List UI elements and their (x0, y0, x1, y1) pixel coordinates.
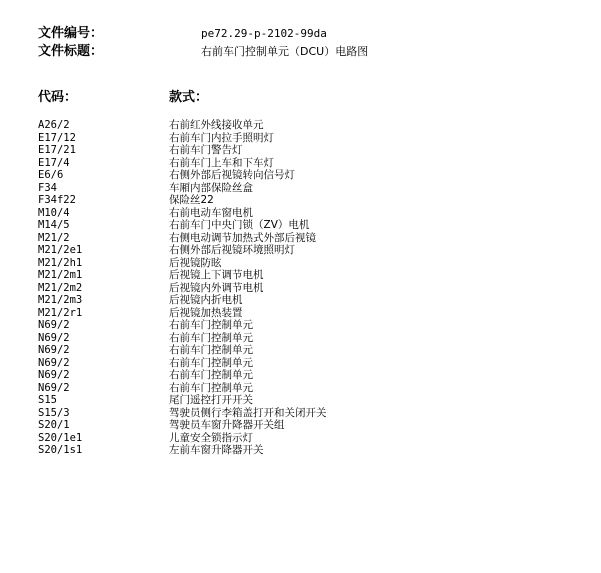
component-code: M21/2m3 (38, 294, 83, 306)
component-description: 后视镜加热装置 (169, 306, 243, 319)
list-item (38, 119, 598, 132)
document-title-row (38, 44, 598, 60)
component-description: 儿童安全锁指示灯 (169, 431, 253, 444)
document-title-label: 文件标题： (38, 44, 104, 59)
component-code: N69/2 (38, 356, 70, 369)
component-description: 驾驶员侧行李箱盖打开和关闭开关 (169, 406, 327, 419)
list-item (38, 169, 598, 182)
list-item (38, 332, 598, 345)
component-description: 后视镜内折电机 (169, 294, 243, 306)
component-description: 后视镜防眩 (169, 256, 222, 269)
component-code: F34 (38, 181, 57, 194)
list-item (38, 132, 598, 145)
component-code: N69/2 (38, 369, 70, 381)
component-code: E17/21 (38, 144, 76, 156)
component-code: S15/3 (38, 406, 70, 419)
list-item (38, 144, 598, 157)
component-description: 后视镜内外调节电机 (169, 281, 264, 294)
list-item (38, 219, 598, 232)
component-code: M21/2m1 (38, 269, 83, 281)
component-description: 右前车门控制单元 (169, 344, 253, 356)
document-number-value: pe72.29-p-2102-99da (201, 27, 327, 40)
component-list (38, 119, 598, 457)
component-code: M21/2h1 (38, 256, 83, 269)
list-item (38, 157, 598, 170)
list-item (38, 194, 598, 207)
component-code: E17/12 (38, 131, 76, 144)
component-description: 右前车门内拉手照明灯 (169, 131, 274, 144)
component-description: 保险丝22 (169, 194, 214, 206)
component-description: 右前红外线接收单元 (169, 119, 264, 131)
component-description: 右侧外部后视镜环境照明灯 (169, 244, 295, 256)
list-item (38, 382, 598, 395)
component-code: M14/5 (38, 219, 70, 231)
component-description: 右前车门中央门锁（ZV）电机 (169, 219, 310, 231)
component-description: 右侧外部后视镜转向信号灯 (169, 169, 295, 181)
component-description: 右前车门控制单元 (169, 369, 253, 381)
component-description: 右前车门上车和下车灯 (169, 156, 274, 169)
component-code: S20/1e1 (38, 431, 83, 444)
list-item (38, 344, 598, 357)
list-item (38, 232, 598, 245)
component-code: E17/4 (38, 156, 70, 169)
component-code: M21/2m2 (38, 281, 83, 294)
list-item (38, 419, 598, 432)
list-item (38, 394, 598, 407)
list-item (38, 282, 598, 295)
list-item (38, 444, 598, 457)
component-code: N69/2 (38, 331, 70, 344)
component-description: 后视镜上下调节电机 (169, 269, 264, 281)
list-item (38, 357, 598, 370)
list-item (38, 407, 598, 420)
document-number-row (38, 26, 598, 42)
document-title-value: 右前车门控制单元（DCU）电路图 (201, 45, 369, 58)
component-description: 尾门遥控打开开关 (169, 394, 253, 406)
component-code: M21/2 (38, 231, 70, 244)
component-description: 车厢内部保险丝盒 (169, 181, 253, 194)
component-description: 右侧电动调节加热式外部后视镜 (169, 231, 316, 244)
component-description: 右前车门警告灯 (169, 144, 243, 156)
component-code: N69/2 (38, 381, 70, 394)
model-column-header: 款式： (169, 90, 209, 105)
document-number-label: 文件编号： (38, 26, 104, 41)
component-description: 右前车门控制单元 (169, 331, 253, 344)
code-column-header: 代码： (38, 90, 78, 105)
component-code: E6/6 (38, 169, 64, 181)
component-description: 右前车门控制单元 (169, 319, 253, 331)
component-code: S20/1s1 (38, 444, 83, 456)
list-item (38, 244, 598, 257)
component-code: N69/2 (38, 319, 70, 331)
list-item (38, 294, 598, 307)
component-code: F34f22 (38, 194, 76, 206)
component-description: 驾驶员车窗升降器开关组 (169, 419, 285, 431)
list-item (38, 207, 598, 220)
component-code: S20/1 (38, 419, 70, 431)
list-item (38, 319, 598, 332)
component-code: A26/2 (38, 119, 70, 131)
list-item (38, 257, 598, 270)
component-code: N69/2 (38, 344, 70, 356)
list-item (38, 269, 598, 282)
component-description: 左前车窗升降器开关 (169, 444, 264, 456)
list-item (38, 307, 598, 320)
component-description: 右前车门控制单元 (169, 381, 253, 394)
list-item (38, 432, 598, 445)
component-description: 右前电动车窗电机 (169, 206, 253, 219)
component-code: M10/4 (38, 206, 70, 219)
component-code: S15 (38, 394, 57, 406)
list-item (38, 182, 598, 195)
component-code: M21/2e1 (38, 244, 83, 256)
component-description: 右前车门控制单元 (169, 356, 253, 369)
list-item (38, 369, 598, 382)
component-code: M21/2r1 (38, 306, 83, 319)
